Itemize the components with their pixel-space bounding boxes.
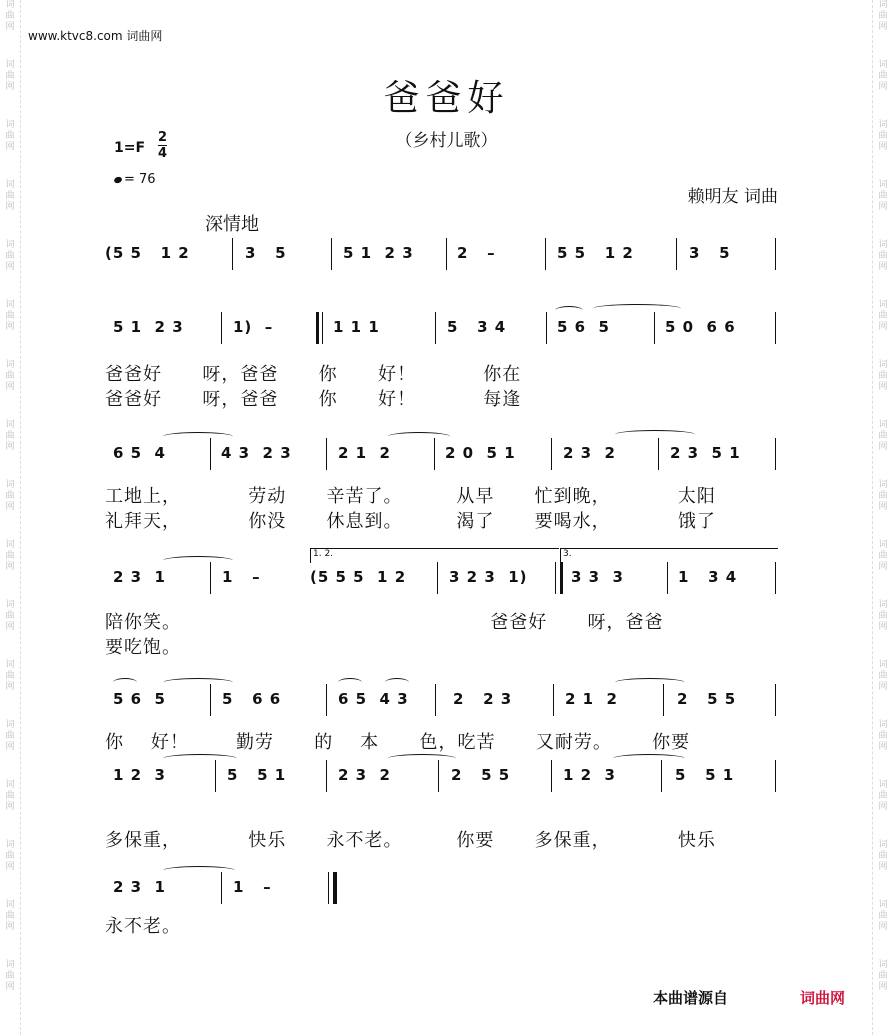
measure: (5 5 1 2 xyxy=(105,244,190,262)
barline xyxy=(676,238,677,270)
slur xyxy=(163,754,237,763)
score-row-3 xyxy=(105,438,777,478)
watermark-text: 词 曲 网 xyxy=(5,540,15,572)
source-label: 本曲谱源自 xyxy=(653,989,729,1007)
watermark-text: 词 曲 网 xyxy=(878,600,888,632)
watermark-text: 词 曲 网 xyxy=(878,360,888,392)
barline xyxy=(775,684,776,716)
barline xyxy=(215,760,216,792)
slur xyxy=(338,678,362,687)
measure: 2 3 1 xyxy=(113,878,166,896)
barline xyxy=(326,684,327,716)
barline xyxy=(553,684,554,716)
watermark-text: 词 曲 网 xyxy=(878,900,888,932)
barline xyxy=(775,238,776,270)
lyrics-verse-1: 永不老。 xyxy=(105,916,181,937)
left-margin-border xyxy=(0,0,21,1035)
watermark-text: 词 曲 网 xyxy=(878,60,888,92)
repeat-start-barline-thin xyxy=(322,312,323,344)
barline xyxy=(435,684,436,716)
watermark-text: 词 曲 网 xyxy=(5,180,15,212)
watermark-text: 词 曲 网 xyxy=(5,480,15,512)
measure: 1 3 4 xyxy=(678,568,738,586)
watermark-text: 词 曲 网 xyxy=(5,780,15,812)
volta-bracket-2: 3. xyxy=(560,548,778,563)
watermark-text: 词 曲 网 xyxy=(5,0,15,32)
measure: 1 2 3 xyxy=(113,766,166,784)
measure: 1 – xyxy=(233,878,272,896)
watermark-text: 词 曲 网 xyxy=(878,960,888,992)
barline xyxy=(546,312,547,344)
score-row-5 xyxy=(105,684,777,724)
measure: 6 5 4 xyxy=(113,444,166,462)
final-barline-thin xyxy=(328,872,329,904)
lyrics-verse-1: 你 好！ 勤劳 的 本 色，吃苦 又耐劳。 你要 xyxy=(105,732,691,753)
repeat-start-barline xyxy=(316,312,319,344)
slur xyxy=(555,306,583,315)
lyrics-verse-2: 爸爸好 呀，爸爸 你 好！ 每逢 xyxy=(105,389,522,410)
lyrics-verse-1: 多保重， 快乐 永不老。 你要 多保重， 快乐 xyxy=(105,830,716,851)
measure: 6 5 4 3 xyxy=(338,690,409,708)
slur xyxy=(615,430,695,439)
right-margin-border xyxy=(872,0,893,1035)
tempo-mark xyxy=(114,172,156,187)
measure: 2 2 3 xyxy=(453,690,513,708)
watermark-text: 词 曲 网 xyxy=(878,780,888,812)
measure: 3 3 3 xyxy=(571,568,624,586)
score-row-4 xyxy=(105,562,777,602)
measure: 2 1 2 xyxy=(565,690,618,708)
source-name-link[interactable]: 词曲网 xyxy=(800,989,846,1007)
barline xyxy=(775,438,776,470)
watermark-text: 词 曲 网 xyxy=(878,180,888,212)
barline xyxy=(210,684,211,716)
measure: 2 1 2 xyxy=(338,444,391,462)
barline xyxy=(661,760,662,792)
watermark-text: 词 曲 网 xyxy=(878,300,888,332)
measure: 4 3 2 3 xyxy=(221,444,292,462)
final-barline xyxy=(333,872,337,904)
measure: 1 1 1 xyxy=(333,318,380,336)
slur xyxy=(613,754,685,763)
measure: 5 6 6 xyxy=(222,690,282,708)
measure: 5 6 5 xyxy=(557,318,610,336)
lyrics-verse-2: 礼拜天， 你没 休息到。 渴了 要喝水， 饿了 xyxy=(105,511,716,532)
watermark-text: 词 曲 网 xyxy=(878,660,888,692)
watermark-text: 词 曲 网 xyxy=(5,900,15,932)
watermark-text: 词 曲 网 xyxy=(5,720,15,752)
watermark-text: 词 曲 网 xyxy=(878,840,888,872)
slur xyxy=(113,678,137,687)
barline xyxy=(667,562,668,594)
barline xyxy=(232,238,233,270)
repeat-end-barline-thin xyxy=(555,562,556,594)
watermark-text: 词 曲 网 xyxy=(5,300,15,332)
watermark-text: 词 曲 网 xyxy=(878,720,888,752)
measure: 1) – xyxy=(233,318,274,336)
watermark-text: 词 曲 网 xyxy=(5,420,15,452)
time-signature xyxy=(158,130,167,161)
barline xyxy=(663,684,664,716)
measure: 3 5 xyxy=(689,244,731,262)
measure: 2 – xyxy=(457,244,496,262)
barline xyxy=(658,438,659,470)
measure: 1 – xyxy=(222,568,261,586)
barline xyxy=(551,438,552,470)
slur xyxy=(163,678,233,687)
barline xyxy=(446,238,447,270)
measure: 5 5 1 2 xyxy=(557,244,634,262)
slur xyxy=(388,754,456,763)
watermark-text: 词 曲 网 xyxy=(5,840,15,872)
measure: 5 1 2 3 xyxy=(113,318,184,336)
lyrics-verse-1: 工地上， 劳动 辛苦了。 从早 忙到晚， 太阳 xyxy=(105,486,716,507)
watermark-text: 词 曲 网 xyxy=(878,540,888,572)
watermark-text: 词 曲 网 xyxy=(5,960,15,992)
meter-bottom: 4 xyxy=(158,146,168,161)
barline xyxy=(331,238,332,270)
volta-bracket-1: 1. 2. xyxy=(310,548,559,563)
score-row-7 xyxy=(105,872,777,912)
slur xyxy=(163,556,233,565)
measure: 2 5 5 xyxy=(451,766,511,784)
tempo-value: = 76 xyxy=(124,172,156,187)
barline xyxy=(551,760,552,792)
barline xyxy=(221,312,222,344)
barline xyxy=(545,238,546,270)
meter-top: 2 xyxy=(158,130,168,145)
watermark-text: 词 曲 网 xyxy=(5,240,15,272)
watermark-text: 词 曲 网 xyxy=(5,360,15,392)
lyrics-verse-2: 要吃饱。 xyxy=(105,637,181,658)
quarter-note-icon xyxy=(113,176,123,184)
slur xyxy=(388,432,450,441)
barline xyxy=(775,760,776,792)
score-row-2 xyxy=(105,312,777,352)
barline xyxy=(775,312,776,344)
measure: 5 6 5 xyxy=(113,690,166,708)
composer-credit: 赖明友 词曲 xyxy=(687,187,778,207)
song-subtitle: （乡村儿歌） xyxy=(395,131,498,151)
barline xyxy=(438,760,439,792)
watermark-text: 词 曲 网 xyxy=(878,420,888,452)
repeat-end-barline xyxy=(560,562,563,594)
score-row-1 xyxy=(105,238,777,278)
key-signature: 1=F xyxy=(114,140,146,156)
measure: 1 2 3 xyxy=(563,766,616,784)
watermark-text: 词 曲 网 xyxy=(878,0,888,32)
watermark-text: 词 曲 网 xyxy=(5,120,15,152)
measure: 5 1 2 3 xyxy=(343,244,414,262)
measure: 5 5 1 xyxy=(227,766,287,784)
measure: 5 0 6 6 xyxy=(665,318,736,336)
watermark-text: 词 曲 网 xyxy=(878,120,888,152)
slur xyxy=(163,432,233,441)
barline xyxy=(434,438,435,470)
barline xyxy=(221,872,222,904)
measure: (5 5 5 1 2 xyxy=(310,568,407,586)
measure: 2 3 2 xyxy=(563,444,616,462)
lyrics-verse-1: 陪你笑。 爸爸好 呀，爸爸 xyxy=(105,612,664,633)
slur xyxy=(385,678,409,687)
measure: 2 3 1 xyxy=(113,568,166,586)
measure: 2 0 5 1 xyxy=(445,444,516,462)
barline xyxy=(654,312,655,344)
slur xyxy=(593,304,681,313)
score-row-6 xyxy=(105,760,777,800)
barline xyxy=(326,438,327,470)
song-title: 爸爸好 xyxy=(383,78,510,119)
measure: 5 3 4 xyxy=(447,318,507,336)
measure: 2 3 2 xyxy=(338,766,391,784)
watermark-text: 词 曲 网 xyxy=(5,660,15,692)
watermark-text: 词 曲 网 xyxy=(878,480,888,512)
watermark-text: 词 曲 网 xyxy=(878,240,888,272)
barline xyxy=(210,562,211,594)
barline xyxy=(326,760,327,792)
measure: 3 2 3 1) xyxy=(449,568,528,586)
watermark-text: 词 曲 网 xyxy=(5,60,15,92)
barline xyxy=(775,562,776,594)
barline xyxy=(435,312,436,344)
measure: 3 5 xyxy=(245,244,287,262)
site-url[interactable]: www.ktvc8.com 词曲网 xyxy=(28,29,163,43)
lyrics-verse-1: 爸爸好 呀，爸爸 你 好！ 你在 xyxy=(105,364,522,385)
measure: 2 5 5 xyxy=(677,690,737,708)
barline xyxy=(437,562,438,594)
slur xyxy=(615,678,685,687)
watermark-text: 词 曲 网 xyxy=(5,600,15,632)
measure: 5 5 1 xyxy=(675,766,735,784)
slur xyxy=(163,866,235,875)
expression-mark: 深情地 xyxy=(205,214,259,235)
barline xyxy=(210,438,211,470)
measure: 2 3 5 1 xyxy=(670,444,741,462)
